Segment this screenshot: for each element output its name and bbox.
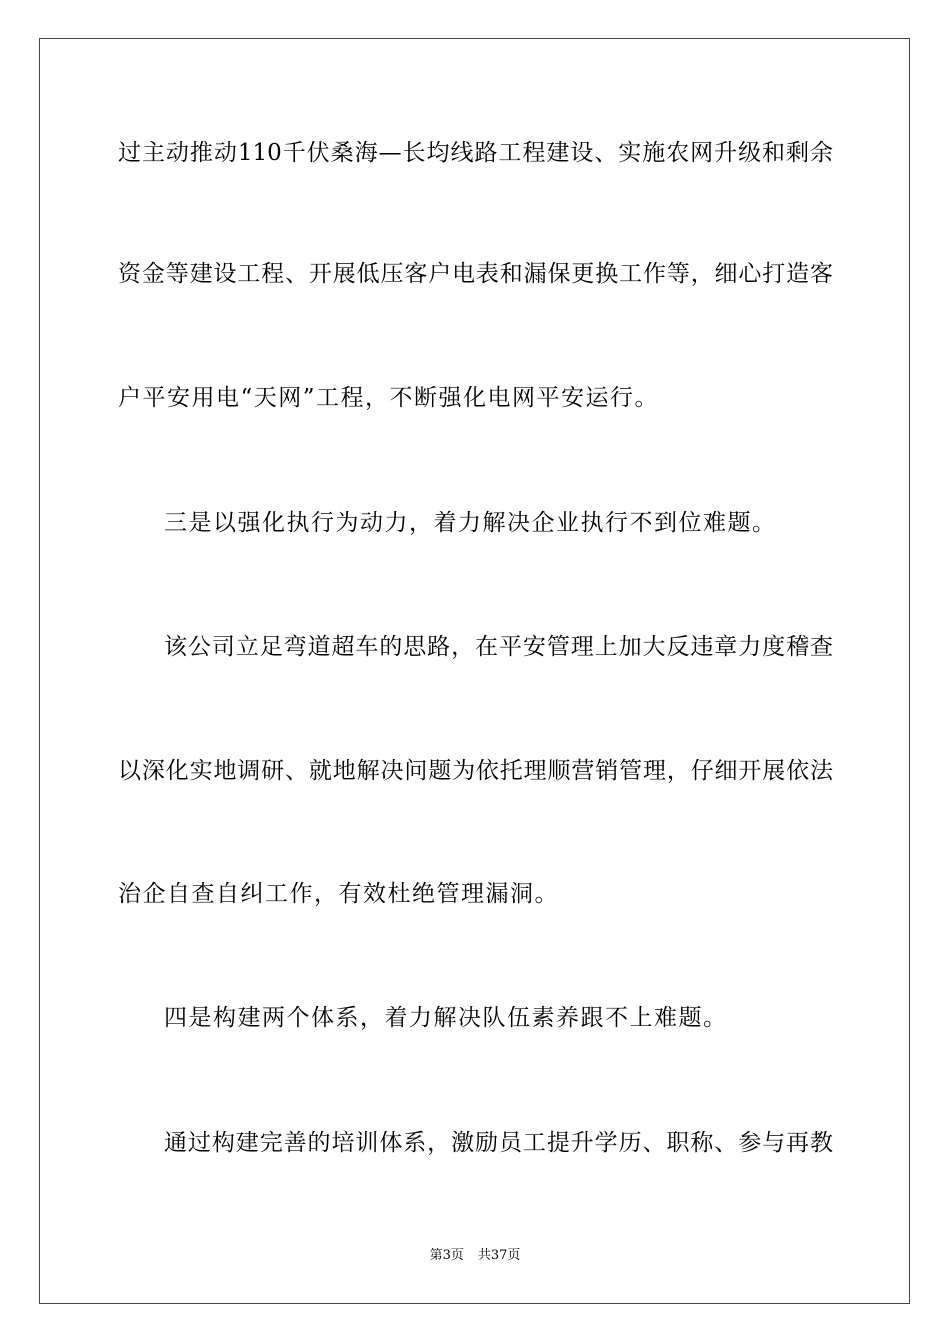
body-line-2: 资金等建设工程、开展低压客户电表和漏保更换工作等，细心打造客 xyxy=(118,261,833,287)
page-border xyxy=(39,38,910,1304)
page-footer xyxy=(0,1247,950,1265)
body-line-5: 该公司立足弯道超车的思路，在平安管理上加大反违章力度稽查 xyxy=(164,634,833,660)
body-line-6: 以深化实地调研、就地解决问题为依托理顺营销管理，仔细开展依法 xyxy=(118,758,833,784)
body-line-1: 过主动推动110千伏桑海—长均线路工程建设、实施农网升级和剩余 xyxy=(118,140,833,166)
body-line-8: 四是构建两个体系，着力解决队伍素养跟不上难题。 xyxy=(164,1005,728,1031)
page-number: 第3页 xyxy=(429,1248,464,1263)
body-line-3: 户平安用电“天网”工程，不断强化电网平安运行。 xyxy=(118,385,660,411)
body-line-7: 治企自查自纠工作，有效杜绝管理漏洞。 xyxy=(118,881,559,907)
body-line-4: 三是以强化执行为动力，着力解决企业执行不到位难题。 xyxy=(164,510,777,536)
page-total: 共37页 xyxy=(477,1248,521,1263)
body-line-9: 通过构建完善的培训体系，激励员工提升学历、职称、参与再教 xyxy=(164,1130,833,1156)
